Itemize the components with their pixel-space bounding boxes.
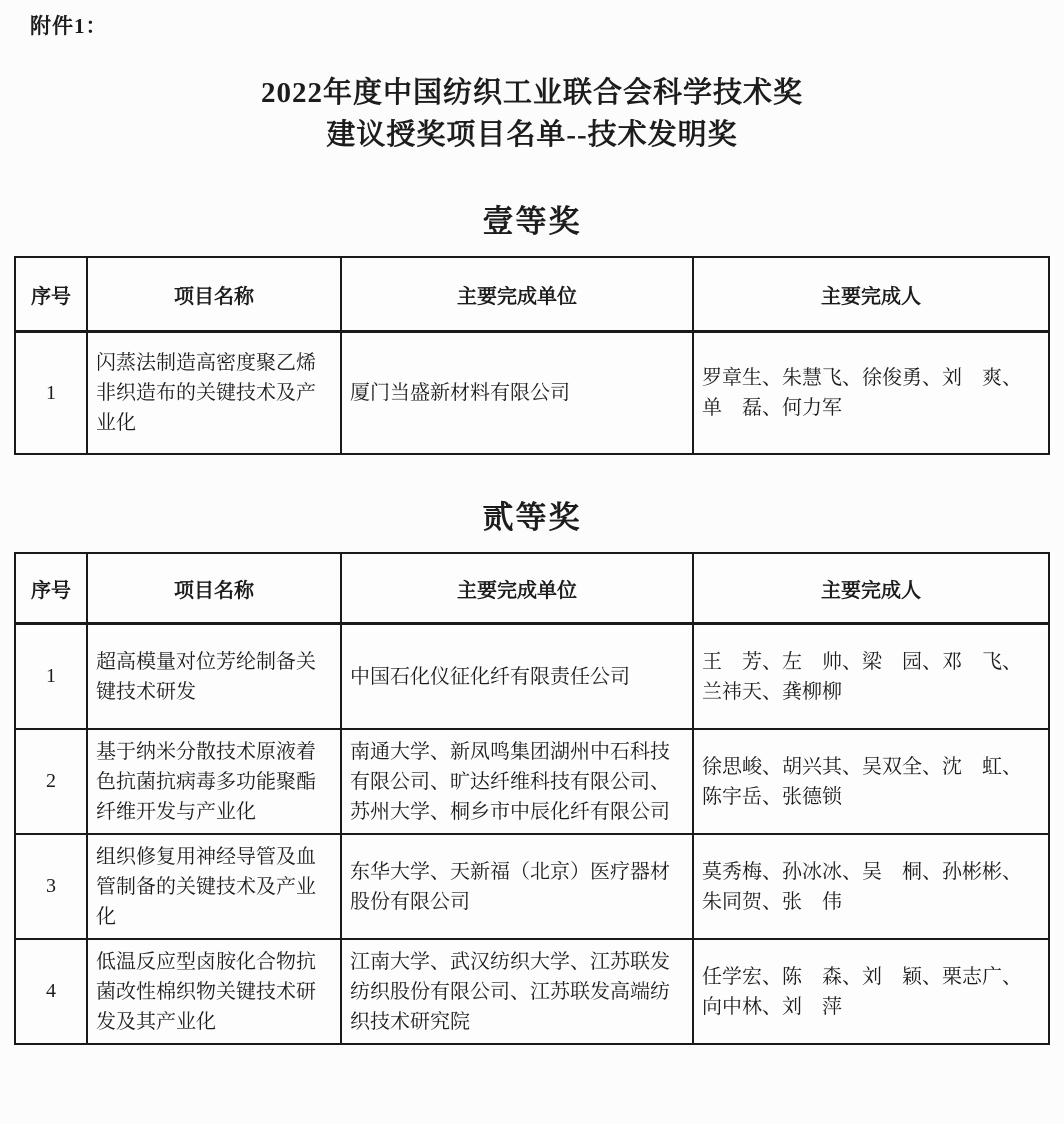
col-header-main-people: 主要完成人 [693, 553, 1049, 624]
table-header-row [15, 257, 1049, 332]
row-serial-number: 1 [15, 332, 87, 455]
row-serial-number: 3 [15, 834, 87, 939]
col-header-serial-number: 序号 [15, 553, 87, 624]
completing-units: 东华大学、天新福（北京）医疗器材股份有限公司 [341, 834, 693, 939]
col-header-project-name: 项目名称 [87, 553, 341, 624]
first-prize-table [14, 256, 1050, 455]
completing-people: 任学宏、陈 森、刘 颖、栗志广、向中林、刘 萍 [693, 939, 1049, 1044]
completing-people: 罗章生、朱慧飞、徐俊勇、刘 爽、单 磊、何力军 [693, 332, 1049, 455]
document-title-line1: 2022年度中国纺织工业联合会科学技术奖 [260, 77, 803, 109]
project-name: 低温反应型卤胺化合物抗菌改性棉织物关键技术研发及其产业化 [87, 939, 341, 1044]
completing-people: 王 芳、左 帅、梁 园、邓 飞、兰祎天、龚柳柳 [693, 624, 1049, 730]
col-header-main-units: 主要完成单位 [341, 257, 693, 332]
section-heading-first-prize: 壹等奖 [482, 204, 582, 239]
col-header-main-people: 主要完成人 [693, 257, 1049, 332]
project-name: 超高模量对位芳纶制备关键技术研发 [87, 624, 341, 730]
attachment-label: 附件1： [30, 14, 108, 38]
col-header-serial-number: 序号 [15, 257, 87, 332]
row-serial-number: 2 [15, 729, 87, 834]
completing-people: 莫秀梅、孙冰冰、吴 桐、孙彬彬、朱同贺、张 伟 [693, 834, 1049, 939]
completing-people: 徐思峻、胡兴其、吴双全、沈 虹、陈宇岳、张德锁 [693, 729, 1049, 834]
document-title-line2: 建议授奖项目名单--技术发明奖 [326, 119, 738, 151]
col-header-main-units: 主要完成单位 [341, 553, 693, 624]
completing-units: 江南大学、武汉纺织大学、江苏联发纺织股份有限公司、江苏联发高端纺织技术研究院 [341, 939, 693, 1044]
table-row [15, 729, 1049, 834]
completing-units: 厦门当盛新材料有限公司 [341, 332, 693, 455]
table-row [15, 332, 1049, 455]
completing-units: 南通大学、新凤鸣集团湖州中石科技有限公司、旷达纤维科技有限公司、苏州大学、桐乡市中辰化纤有限公司 [341, 729, 693, 834]
col-header-project-name: 项目名称 [87, 257, 341, 332]
row-serial-number: 4 [15, 939, 87, 1044]
table-row [15, 624, 1049, 730]
row-serial-number: 1 [15, 624, 87, 730]
table-header-row [15, 553, 1049, 624]
document-title [0, 72, 1064, 156]
section-heading-second-prize: 贰等奖 [482, 500, 582, 535]
completing-units: 中国石化仪征化纤有限责任公司 [341, 624, 693, 730]
table-row [15, 939, 1049, 1044]
table-row [15, 834, 1049, 939]
project-name: 闪蒸法制造高密度聚乙烯非织造布的关键技术及产业化 [87, 332, 341, 455]
project-name: 组织修复用神经导管及血管制备的关键技术及产业化 [87, 834, 341, 939]
project-name: 基于纳米分散技术原液着色抗菌抗病毒多功能聚酯纤维开发与产业化 [87, 729, 341, 834]
second-prize-table [14, 552, 1050, 1045]
